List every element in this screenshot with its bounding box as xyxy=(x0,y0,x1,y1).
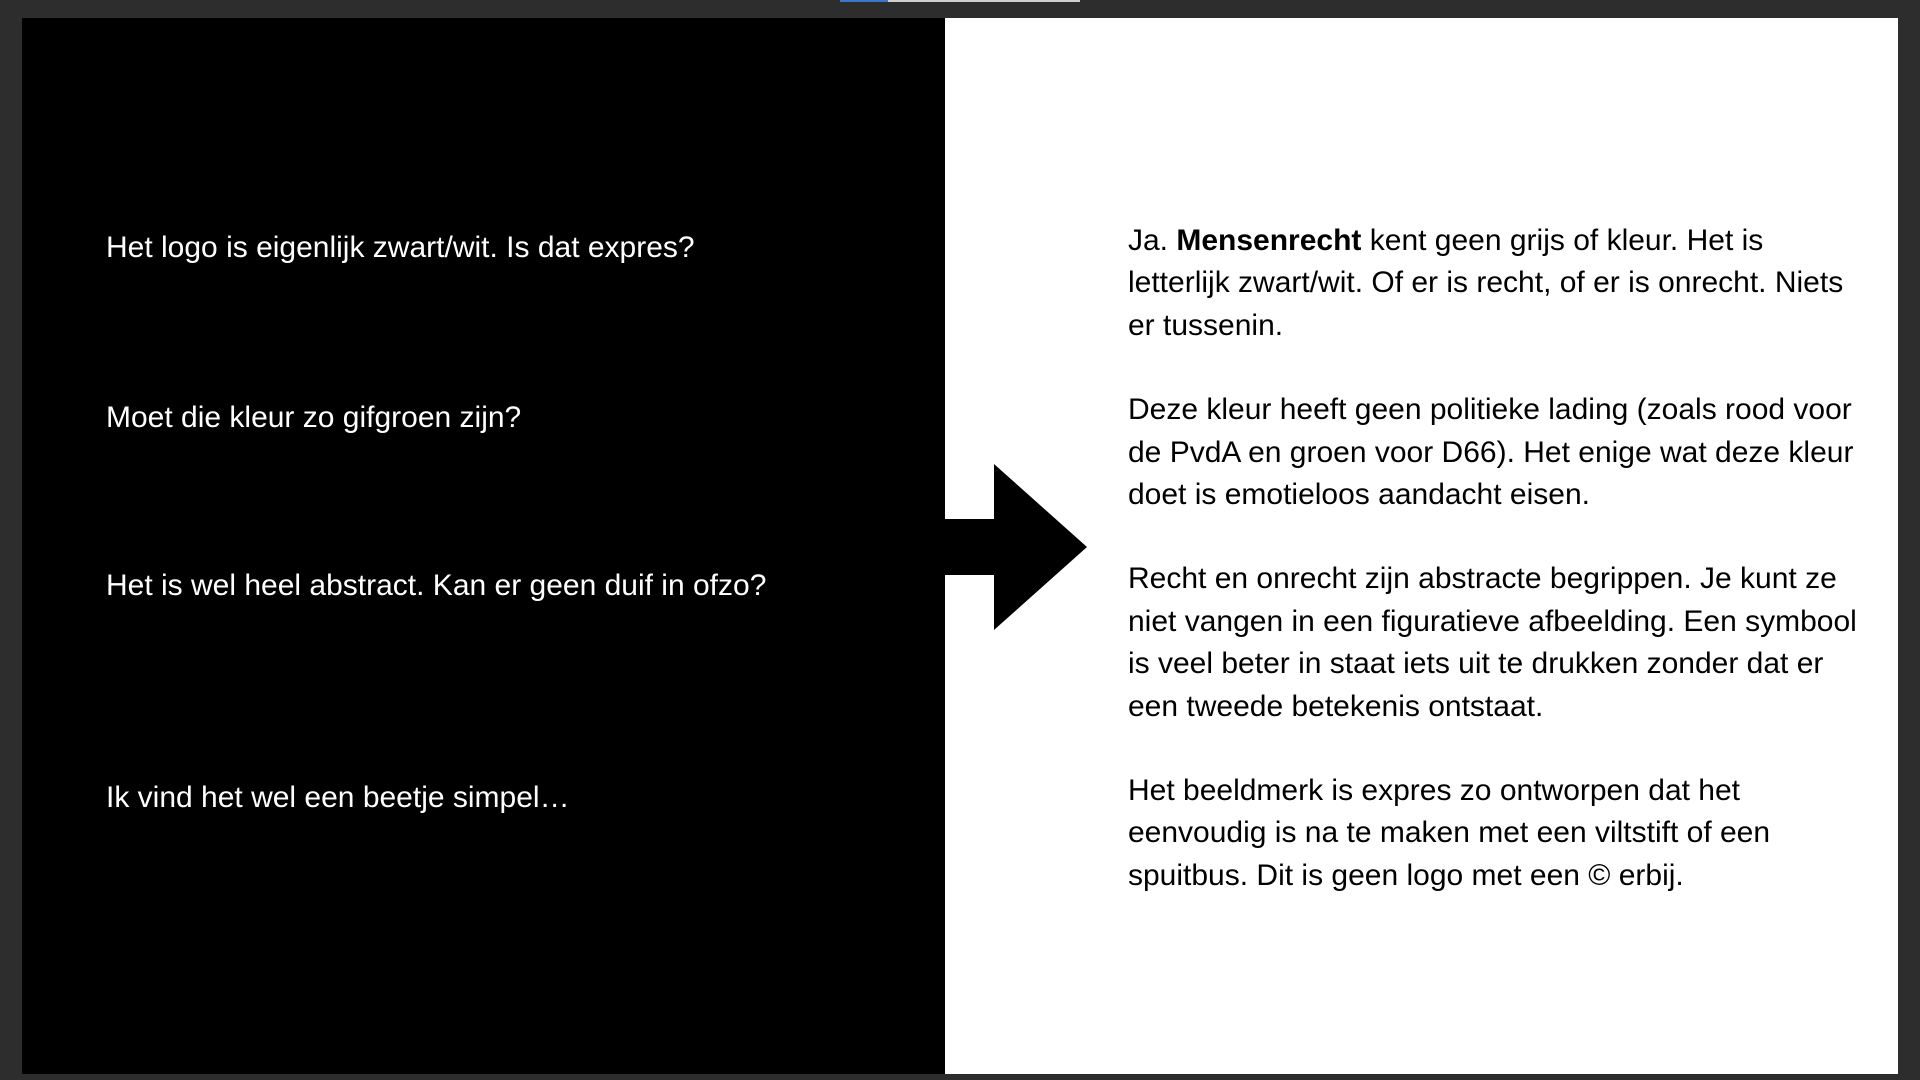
arrow-right-icon xyxy=(945,464,1087,630)
answer-1-rest: kent geen grijs of kleur. Het is letterlijk zwart/wit. Of er is recht, of er is onrecht. Niets er tussenin. xyxy=(1128,224,1844,342)
answer-abstract-dove: Recht en onrecht zijn abstracte begrippen. Je kunt ze niet vangen in een figuratieve afbeelding. Een symbool is veel beter in staat iets uit te drukken zonder dat er een tweede betekenis ontstaat. xyxy=(1128,562,1857,723)
question-color-green: Moet die kleur zo gifgroen zijn? xyxy=(106,401,522,434)
top-progress-indicator xyxy=(840,0,1080,2)
answer-too-simple: Het beeldmerk is expres zo ontworpen dat het eenvoudig is na te maken met een viltstift of een spuitbus. Dit is geen logo met een © erbij. xyxy=(1128,774,1771,892)
question-logo-black-white: Het logo is eigenlijk zwart/wit. Is dat expres? xyxy=(106,231,695,264)
answer-logo-black-white xyxy=(1128,220,1858,347)
slide xyxy=(22,18,1898,1074)
answers-panel xyxy=(945,18,1898,1074)
question-too-simple: Ik vind het wel een beetje simpel… xyxy=(106,781,570,814)
questions-panel xyxy=(22,18,945,1074)
answer-1-prefix: Ja. xyxy=(1128,224,1177,257)
answer-1-bold-term: Mensenrecht xyxy=(1176,224,1362,257)
answer-color-green: Deze kleur heeft geen politieke lading (zoals rood voor de PvdA en groen voor D66). Het enige wat deze kleur doet is emotieloos aandacht eisen. xyxy=(1128,393,1854,512)
top-progress-accent xyxy=(840,0,888,2)
question-abstract-dove: Het is wel heel abstract. Kan er geen duif in ofzo? xyxy=(106,569,767,602)
answers-list xyxy=(1128,220,1858,939)
